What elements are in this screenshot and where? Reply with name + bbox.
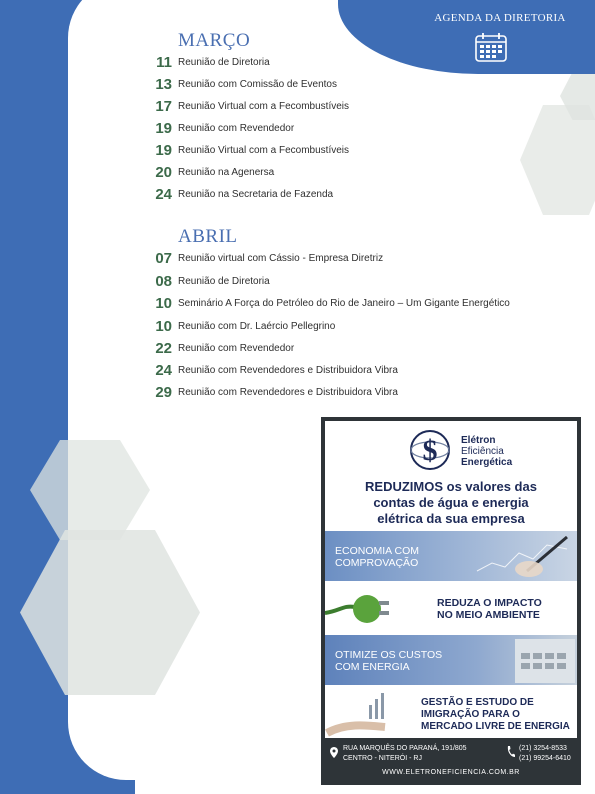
logo-line-2: Eficiência: [461, 446, 504, 457]
band2-line-2: NO MEIO AMBIENTE: [437, 609, 540, 621]
ad-band-meio-ambiente: [325, 583, 577, 633]
event-day: 10: [155, 317, 172, 335]
calculator-icon: [507, 635, 577, 685]
address-line-1: RUA MARQUÊS DO PARANÁ, 191/805: [343, 745, 467, 752]
band1-line-1: ECONOMIA COM: [335, 545, 420, 557]
event-day: 24: [155, 361, 172, 379]
agenda-row: [140, 338, 294, 358]
phone-line-2: (21) 99254-6410: [519, 755, 571, 762]
ad-address: [343, 744, 467, 764]
agenda-row: [140, 118, 294, 138]
event-day: 07: [155, 249, 172, 267]
phone-line-1: (21) 3254-8533: [519, 745, 567, 752]
calendar-icon: [474, 31, 508, 63]
band3-line-1: OTIMIZE OS CUSTOS: [335, 649, 443, 661]
ad-phones: [519, 744, 571, 764]
hand-chart-icon: [325, 687, 405, 742]
band4-line-1: GESTÃO E ESTUDO DE: [421, 697, 534, 708]
band3-line-2: COM ENERGIA: [335, 661, 410, 673]
event-text: Reunião com Revendedor: [178, 342, 295, 354]
svg-text:$: $: [422, 434, 438, 467]
event-text: Reunião com Comissão de Eventos: [178, 78, 337, 90]
event-text: Reunião de Diretoria: [178, 56, 270, 68]
event-day: 13: [155, 75, 172, 93]
band4-line-2: IMIGRAÇÃO PARA O: [421, 709, 520, 720]
band1-line-2: COMPROVAÇÃO: [335, 557, 419, 569]
logo-line-3: Energética: [461, 457, 513, 468]
event-text: Reunião virtual com Cássio - Empresa Diretriz: [178, 252, 384, 264]
event-day: 20: [155, 163, 172, 181]
event-text: Reunião com Revendedores e Distribuidora Vibra: [178, 364, 398, 376]
event-text: Reunião com Revendedores e Distribuidora Vibra: [178, 386, 398, 398]
advertisement: [321, 417, 581, 785]
event-text: Reunião de Diretoria: [178, 275, 270, 287]
agenda-row: [140, 52, 270, 72]
ad-band-custos: [325, 635, 577, 685]
agenda-row: [140, 271, 270, 291]
event-text: Reunião com Dr. Laércio Pellegrino: [178, 320, 336, 332]
phone-icon: [507, 746, 515, 758]
band2-text: [437, 597, 542, 621]
band2-line-1: REDUZA O IMPACTO: [437, 597, 542, 609]
agenda-row: [140, 140, 349, 160]
event-day: 11: [156, 53, 172, 71]
agenda-row: [140, 293, 510, 313]
header-title: AGENDA DA DIRETORIA: [434, 12, 566, 24]
agenda-row: [140, 316, 335, 336]
event-day: 08: [155, 272, 172, 290]
event-text: Reunião com Revendedor: [178, 122, 295, 134]
event-text: Reunião Virtual com a Fecombustíveis: [178, 100, 350, 112]
ad-band-economia: [325, 531, 577, 581]
event-text: Reunião na Agenersa: [178, 166, 275, 178]
band4-text: [421, 697, 570, 733]
ad-band-gestao: [325, 687, 577, 742]
event-text: Reunião Virtual com a Fecombustíveis: [178, 144, 350, 156]
band3-text: [335, 649, 442, 673]
band1-text: [335, 545, 419, 569]
event-day: 10: [155, 294, 172, 312]
agenda-row: [140, 96, 349, 116]
headline-line-3: elétrica da sua empresa: [377, 511, 525, 526]
event-text: Seminário A Força do Petróleo do Rio de Janeiro – Um Gigante Energético: [178, 297, 510, 309]
ad-logo: [407, 427, 515, 473]
event-text: Reunião na Secretaria de Fazenda: [178, 188, 334, 200]
headline-line-2: contas de água e energia: [373, 495, 529, 510]
event-day: 24: [155, 185, 172, 203]
headline-line-1: REDUZIMOS os valores das: [365, 479, 537, 494]
agenda-row: [140, 162, 274, 182]
agenda-row: [140, 248, 383, 268]
event-day: 19: [155, 119, 172, 137]
month-heading: MARÇO: [178, 30, 251, 51]
pen-chart-icon: [467, 531, 577, 581]
ad-body: [325, 421, 577, 756]
agenda-row: [140, 184, 333, 204]
dollar-globe-icon: [407, 427, 453, 473]
map-pin-icon: [330, 747, 338, 758]
ad-footer: [325, 738, 577, 781]
band4-line-3: MERCADO LIVRE DE ENERGIA: [421, 721, 570, 732]
event-day: 19: [155, 141, 172, 159]
address-line-2: CENTRO - NITERÓI - RJ: [343, 755, 422, 762]
agenda-row: [140, 360, 398, 380]
ad-website: WWW.ELETRONEFICIENCIA.COM.BR: [382, 769, 520, 776]
event-day: 22: [155, 339, 172, 357]
event-day: 17: [155, 97, 172, 115]
agenda-row: [140, 382, 398, 402]
month-heading: ABRIL: [178, 226, 238, 247]
logo-line-1: Elétron: [461, 435, 496, 446]
ad-headline: [325, 479, 577, 527]
agenda-row: [140, 74, 337, 94]
green-plug-icon: [325, 583, 405, 633]
event-day: 29: [155, 383, 172, 401]
